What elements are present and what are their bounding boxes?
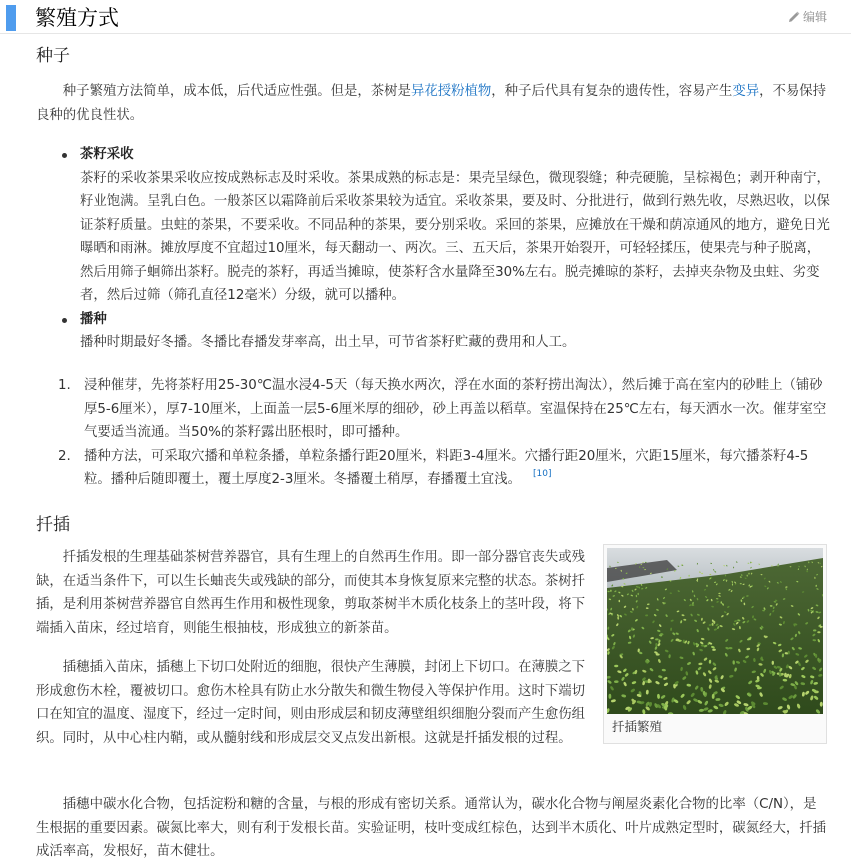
- seed-bullet-list: [60, 143, 830, 355]
- bullet-body: 茶籽的采收茶果采收应按成熟标志及时采收。茶果成熟的标志是：果壳呈绿色，微现裂缝；种壳硬脆，呈棕褐色；剥开种南宁，籽业饱满。呈乳白色。一般茶区以霜降前后采收茶果较为适宜。采收茶果，要及时、分批进行，做到行熟先收，尽熟迟收，以保证茶籽质量。虫蛀的茶果，不要采收。不同品种的茶果，要分别采收。采回的茶果，应摊放在干燥和荫凉通风的地方，避免日光曝晒和雨淋。摊放厚度不宜超过10厘米，每天翻动一、两次。三、五天后，茶果开始裂开，可轻轻揉压，使果壳与种子脱离，然后用筛子蛔筛出茶籽。脱壳的茶籽，再适当摊晾，使茶籽含水量降至30%左右。脱壳摊晾的茶籽，去掉夹杂物及虫蛀、劣变者，然后过筛（筛孔直径12毫米）分级，就可以播种。: [80, 170, 830, 303]
- seedling-leaf: [772, 661, 774, 665]
- step-number: 1.: [58, 378, 71, 393]
- figure-caption: 扦插繁殖: [612, 719, 663, 734]
- edit-button[interactable]: [788, 8, 827, 26]
- list-item: [60, 143, 830, 308]
- section-header: [0, 3, 851, 34]
- section-accent-bar: [6, 5, 16, 31]
- seedling-leaf: [610, 590, 611, 592]
- edit-label: 编辑: [802, 10, 827, 24]
- step-text: 播种方法，可采取穴播和单粒条播，单粒条播行距20厘米，料距3-4厘米。穴播行距20厘米，穴距15厘米，每穴播茶籽4-5粒。播种后随即覆土，覆土厚度2-3厘米。冬播覆土稍厚，春播覆土宜浅。: [84, 448, 809, 487]
- link-cross-pollination[interactable]: 异花授粉植物: [410, 84, 492, 99]
- cutting-heading: 扦插: [36, 515, 70, 535]
- section-title: 繁殖方式: [35, 6, 119, 30]
- cutting-paragraph-3: 插穗中碳水化合物，包括淀粉和糖的含量，与根的形成有密切关系。通常认为，碳水化合物与阐屋炎素化合物的比率（C/N），是生根据的重要因素。碳氮比率大，则有利于发根长苗。实验证明，枝叶变成红棕色，达到半木质化、叶片成熟定型时，碳氮经大，扦插成活率高，发根好，苗木健壮。: [36, 797, 827, 859]
- list-item: [60, 308, 830, 355]
- cutting-figure[interactable]: [603, 544, 827, 744]
- cutting-paragraph-1: 扦插发根的生理基础茶树营养器官，具有生理上的自然再生作用。即一部分器官丧失或残缺，在适当条件下，可以生长蚰丧失或残缺的部分，而使其本身恢复原来完整的状态。茶树扦插，是利用茶树营养器官自然再生作用和极性现象，剪取茶树半木质化枝条上的茎叶段，将下端插入苗床，经过培育，则能生根抽枝，形成独立的新茶苗。: [36, 550, 586, 636]
- step-number: 2.: [58, 448, 71, 464]
- nursery-photo: [607, 548, 823, 714]
- seed-heading: 种子: [36, 46, 70, 66]
- pencil-icon: [788, 11, 800, 23]
- step-text: 浸种催芽，先将茶籽用25-30℃温水浸4-5天（每天换水两次，浮在水面的茶籽捞出淘汰），然后摊于高在室内的砂畦上（铺砂厚5-6厘米），厚7-10厘米，上面盖一层5-6厘米厚的细砂，砂上再盖以稻草。室温保持在25℃左右，每天洒水一次。催芽室空气要适当流通。当50%的茶籽露出胚根时，即可播种。: [84, 378, 827, 440]
- list-item: [58, 374, 828, 445]
- link-variation[interactable]: 变异: [732, 84, 760, 99]
- bullet-dot: [62, 318, 67, 323]
- seedling-leaf: [748, 573, 749, 575]
- bullet-dot: [62, 153, 67, 158]
- list-item: [58, 445, 828, 492]
- seed-intro: 种子繁殖方法简单，成本低，后代适应性强。但是，茶树是异花授粉植物，种子后代具有复杂的遗传性，容易产生变异，不易保持良种的优良性状。: [36, 84, 827, 123]
- citation-ref[interactable]: [10]: [532, 469, 552, 479]
- bullet-title: 茶籽采收: [80, 147, 134, 162]
- cutting-paragraph-2: 插穗插入苗床，插穗上下切口处附近的细胞，很快产生薄膜，封闭上下切口。在薄膜之下形成愈伤木栓，覆被切口。愈伤木栓具有防止水分散失和微生物侵入等保护作用。这时下端切口在知宜的温度、湿度下，经过一定时间，则由形成层和韧皮薄壁组织细胞分裂而产生愈伤组织。同时，从中心柱内鞘，或从髓射线和形成层交叉点发出新根。这就是扦插发根的过程。: [36, 660, 586, 746]
- bullet-body: 播种时期最好冬播。冬播比春播发芽率高，出土早，可节省茶籽贮藏的费用和人工。: [80, 335, 576, 350]
- seed-numbered-list: [58, 374, 828, 492]
- bullet-title: 播种: [80, 311, 107, 327]
